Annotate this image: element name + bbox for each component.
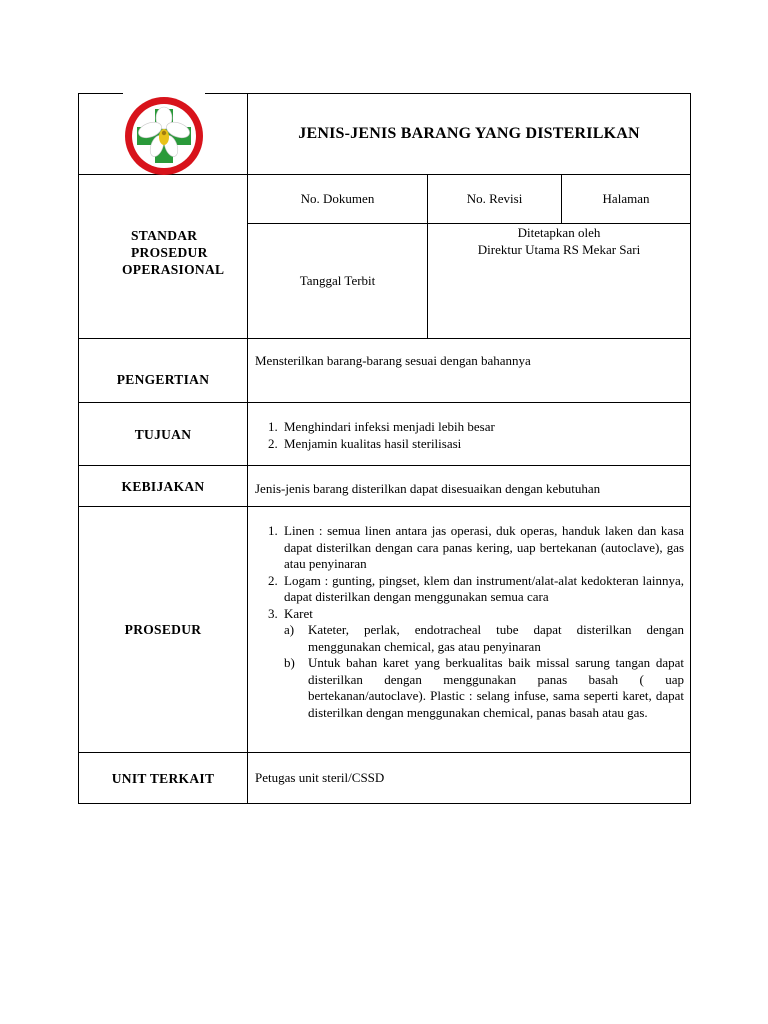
prosedur-subitem xyxy=(284,622,685,655)
no-revisi-cell xyxy=(428,175,562,224)
tujuan-content-cell xyxy=(248,403,691,466)
tujuan-label: TUJUAN xyxy=(134,426,192,442)
kebijakan-text: Jenis-jenis barang disterilkan dapat disesuaikan dengan kebutuhan xyxy=(255,481,601,496)
sop-label-line2: PROSEDUR xyxy=(131,245,208,260)
sop-label-line1: STANDAR xyxy=(131,228,198,243)
ditetapkan-cell xyxy=(428,224,691,339)
prosedur-item xyxy=(281,606,684,722)
sop-label-line3: OPERASIONAL xyxy=(122,262,225,277)
sop-document-table xyxy=(78,93,691,804)
subitem-marker: a) xyxy=(284,622,295,637)
pengertian-label: PENGERTIAN xyxy=(116,372,210,387)
unit-terkait-text: Petugas unit steril/CSSD xyxy=(255,770,385,785)
kebijakan-content-cell xyxy=(248,466,691,507)
prosedur-subitem xyxy=(284,655,685,721)
prosedur-label-cell xyxy=(79,507,248,753)
prosedur-sublist xyxy=(284,622,684,721)
pengertian-label-cell xyxy=(79,339,248,403)
title-cell xyxy=(248,94,691,175)
tanggal-terbit-label: Tanggal Terbit xyxy=(299,272,376,288)
tujuan-list xyxy=(248,419,684,452)
no-revisi-label: No. Revisi xyxy=(466,190,523,206)
tujuan-item: 1. Menghindari infeksi menjadi lebih besar xyxy=(281,419,684,436)
tujuan-item: 2. Menjamin kualitas hasil sterilisasi xyxy=(281,436,684,453)
prosedur-label: PROSEDUR xyxy=(124,622,202,637)
subitem-marker: b) xyxy=(284,655,295,670)
ditetapkan-line1: Ditetapkan oleh xyxy=(517,225,601,240)
pengertian-content-cell xyxy=(248,339,691,403)
unit-terkait-label: UNIT TERKAIT xyxy=(111,770,215,786)
prosedur-item: 2. Logam : gunting, pingset, klem dan instrument/alat-alat kedokteran lainnya, dapat disterilkan dengan menggunakan semua cara xyxy=(281,573,684,606)
halaman-label: Halaman xyxy=(602,190,650,206)
logo-cell xyxy=(79,94,248,175)
ditetapkan-line2: Direktur Utama RS Mekar Sari xyxy=(477,241,641,257)
no-dokumen-cell xyxy=(248,175,428,224)
prosedur-item: 1. Linen : semua linen antara jas operasi, duk operas, handuk laken dan kasa dapat disterilkan dengan cara panas kering, uap bertekanan (autoclave), gas atau penyinaran xyxy=(281,523,684,573)
halaman-cell xyxy=(562,175,691,224)
unit-terkait-label-cell xyxy=(79,753,248,804)
no-dokumen-label: No. Dokumen xyxy=(300,190,375,206)
kebijakan-label-cell xyxy=(79,466,248,507)
hospital-logo-icon xyxy=(124,96,204,181)
subitem-text: Untuk bahan karet yang berkualitas baik missal sarung tangan dapat disterilkan dengan menggunakan panas basah ( uap bertekanan/autoclave). Plastic : selang infuse, sama seperti karet, dapat disterilkan dengan menggunakan chemical, panas basah atau gas. xyxy=(308,655,685,720)
pengertian-text: Mensterilkan barang-barang sesuai dengan bahannya xyxy=(255,353,531,368)
unit-terkait-content-cell xyxy=(248,753,691,804)
prosedur-list xyxy=(248,523,684,721)
tanggal-terbit-cell xyxy=(248,224,428,339)
document-title: JENIS-JENIS BARANG YANG DISTERILKAN xyxy=(298,125,640,142)
tujuan-label-cell xyxy=(79,403,248,466)
sop-label-cell xyxy=(79,175,248,339)
subitem-text: Kateter, perlak, endotracheal tube dapat disterilkan dengan menggunakan chemical, gas atau penyinaran xyxy=(308,622,685,654)
kebijakan-label: KEBIJAKAN xyxy=(121,478,205,494)
prosedur-item-label: Karet xyxy=(284,605,313,621)
prosedur-content-cell xyxy=(248,507,691,753)
